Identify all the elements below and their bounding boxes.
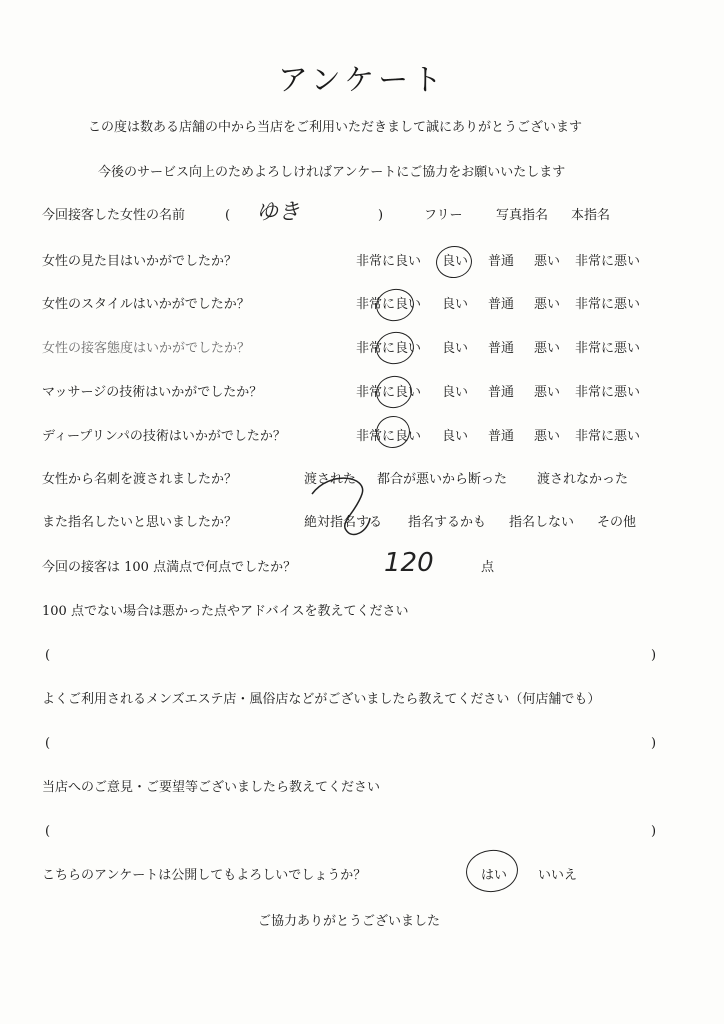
scale-very-bad: 非常に悪い: [575, 341, 641, 356]
question-advice: 100 点でない場合は悪かった点やアドバイスを教えてください: [42, 604, 409, 619]
score-unit: 点: [481, 560, 495, 575]
question-massage-skill: マッサージの技術はいかがでしたか？: [42, 385, 263, 400]
option-declined: 都合が悪いから断った: [377, 472, 508, 487]
option-main-nomination: 本指名: [571, 208, 611, 223]
page-title: アンケート: [277, 63, 447, 98]
scale-good: 良い: [442, 254, 469, 269]
scale-good: 良い: [442, 429, 469, 444]
score-handwritten: 120: [384, 548, 434, 578]
scale-good: 良い: [442, 385, 469, 400]
option-no: 指名しない: [509, 515, 575, 530]
scale-average: 普通: [488, 297, 515, 312]
question-repeat-nomination: また指名したいと思いましたか？: [42, 515, 238, 530]
option-free: フリー: [424, 208, 463, 223]
scale-bad: 悪い: [534, 341, 561, 356]
scale-average: 普通: [488, 385, 515, 400]
option-received: 渡された: [304, 472, 357, 487]
question-score: 今回の接客は 100 点満点で何点でしたか？: [42, 560, 297, 575]
shops-close-paren: ): [651, 736, 657, 751]
question-style: 女性のスタイルはいかがでしたか？: [42, 297, 250, 312]
scale-bad: 悪い: [534, 254, 561, 269]
question-publish: こちらのアンケートは公開してもよろしいでしょうか？: [42, 868, 367, 883]
advice-open-paren: (: [45, 648, 51, 663]
question-opinions: 当店へのご意見・ご要望等ございましたら教えてください: [42, 780, 381, 795]
option-yes: はい: [481, 868, 508, 883]
scale-average: 普通: [488, 429, 515, 444]
option-photo-nomination: 写真指名: [496, 208, 549, 223]
scale-average: 普通: [488, 254, 515, 269]
scale-very-good: 非常に良い: [356, 297, 422, 312]
scale-very-good: 非常に良い: [356, 254, 422, 269]
question-deep-lymph-skill: ディープリンパの技術はいかがでしたか？: [42, 429, 286, 444]
opinions-open-paren: (: [45, 824, 51, 839]
scale-average: 普通: [488, 341, 515, 356]
question-business-card: 女性から名刺を渡されましたか？: [42, 472, 238, 487]
name-open-paren: (: [225, 208, 231, 223]
scale-good: 良い: [442, 341, 469, 356]
scale-bad: 悪い: [534, 385, 561, 400]
scale-very-good: 非常に良い: [356, 385, 422, 400]
question-frequent-shops: よくご利用されるメンズエステ店・風俗店などがございましたら教えてください（何店舗でも）: [42, 692, 601, 707]
scale-very-good: 非常に良い: [356, 429, 422, 444]
name-handwritten: ゆき: [256, 200, 301, 225]
closing-message: ご協力ありがとうございました: [258, 914, 441, 929]
question-service-attitude: 女性の接客態度はいかがでしたか？: [42, 341, 251, 356]
option-definitely: 絶対指名する: [304, 515, 383, 530]
intro-line-2: 今後のサービス向上のためよろしければアンケートにご協力をお願いいたします: [98, 165, 566, 180]
option-other: その他: [597, 515, 637, 530]
option-not-received: 渡されなかった: [537, 472, 629, 487]
scale-very-bad: 非常に悪い: [575, 254, 641, 269]
option-maybe: 指名するかも: [408, 515, 487, 530]
name-label: 今回接客した女性の名前: [42, 208, 186, 223]
question-appearance: 女性の見た目はいかがでしたか？: [42, 254, 238, 269]
advice-close-paren: ): [651, 648, 657, 663]
scale-very-good: 非常に良い: [356, 341, 422, 356]
option-no-publish: いいえ: [538, 868, 578, 883]
shops-open-paren: (: [45, 736, 51, 751]
scale-very-bad: 非常に悪い: [575, 297, 641, 312]
intro-line-1: この度は数ある店舗の中から当店をご利用いただきまして誠にありがとうございます: [88, 120, 583, 135]
opinions-close-paren: ): [651, 824, 657, 839]
scale-very-bad: 非常に悪い: [575, 429, 641, 444]
name-close-paren: ): [378, 208, 384, 223]
scale-bad: 悪い: [534, 429, 561, 444]
scale-good: 良い: [442, 297, 469, 312]
scale-very-bad: 非常に悪い: [575, 385, 641, 400]
scale-bad: 悪い: [534, 297, 561, 312]
